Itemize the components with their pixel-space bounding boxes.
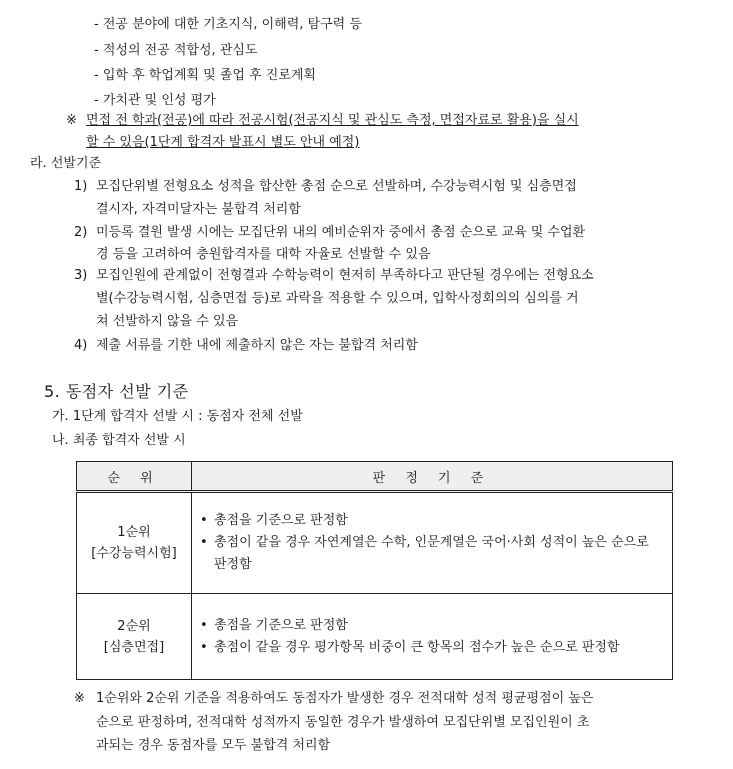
ra-item-1-num: 1): [74, 179, 88, 194]
rank-cell: [77, 492, 192, 594]
header-rank: 순 위: [77, 462, 192, 492]
ra-item-2-num: 2): [74, 225, 88, 240]
rank-label: 1순위: [117, 525, 151, 540]
top-item-4: - 가치관 및 인성 평가: [94, 93, 216, 108]
criteria-bullet: [200, 510, 672, 532]
table-row: [77, 594, 673, 680]
ra-item-3-num: 3): [74, 268, 88, 283]
note-line-1: 면접 전 학과(전공)에 따라 전공시험(전공지식 및 관심도 측정, 면접자료로 활용)을 실시: [86, 113, 579, 128]
criteria-cell: [192, 594, 673, 680]
table-row: [77, 492, 673, 594]
top-item-3: - 입학 후 학업계획 및 졸업 후 진로계획: [94, 68, 316, 83]
ra-item-3-line-1: 모집인원에 관계없이 전형결과 수학능력이 현저히 부족하다고 판단될 경우에는 전형요소: [96, 268, 594, 283]
criteria-text: 총점을 기준으로 판정함: [214, 617, 348, 633]
bullet-icon: •: [200, 513, 208, 528]
header-criteria: 판 정 기 준: [192, 462, 673, 492]
ra-item-1-line-2: 결시자, 자격미달자는 불합격 처리함: [96, 202, 301, 217]
section-5-na: 나. 최종 합격자 선발 시: [52, 433, 186, 448]
bullet-icon: •: [200, 535, 208, 550]
top-item-2: - 적성의 전공 적합성, 관심도: [94, 43, 258, 58]
footnote-mark: ※: [74, 691, 85, 706]
criteria-cell: [192, 492, 673, 594]
ra-item-1-line-1: 모집단위별 전형요소 성적을 합산한 총점 순으로 선발하며, 수강능력시험 및 심층면접: [96, 179, 577, 194]
ra-item-3-line-2: 별(수강능력시험, 심층면접 등)로 과락을 적용할 수 있으며, 입학사정회의의 심의를 거: [96, 291, 579, 306]
criteria-text: 총점이 같을 경우 평가항목 비중이 큰 항목의 점수가 높은 순으로 판정함: [214, 639, 620, 655]
criteria-bullet: [200, 532, 654, 576]
bullet-icon: •: [200, 639, 208, 655]
ra-item-2-line-1: 미등록 결원 발생 시에는 모집단위 내의 예비순위자 중에서 총점 순으로 교육 및 수업환: [96, 225, 586, 240]
ra-item-4-line-1: 제출 서류를 기한 내에 제출하지 않은 자는 불합격 처리함: [96, 338, 418, 353]
note-mark: ※: [66, 113, 77, 128]
table-header-row: [77, 462, 673, 492]
bullet-icon: •: [200, 617, 208, 633]
footnote-line-3: 과되는 경우 동점자를 모두 불합격 처리함: [96, 738, 331, 753]
rank-label: 2순위: [117, 618, 151, 634]
ra-item-3-line-3: 쳐 선발하지 않을 수 있음: [96, 314, 239, 329]
top-item-1: - 전공 분야에 대한 기초지식, 이해력, 탐구력 등: [94, 17, 362, 32]
rank-cell: [77, 594, 192, 680]
footnote-line-1: 1순위와 2순위 기준을 적용하여도 동점자가 발생한 경우 전적대학 성적 평균평점이 높은: [96, 691, 594, 706]
footnote-line-2: 순으로 판정하며, 전적대학 성적까지 동일한 경우가 발생하여 모집단위별 모집인원이 초: [96, 715, 590, 730]
note-line-2: 할 수 있음(1단계 합격자 발표시 별도 안내 예정): [86, 135, 360, 150]
rank-sub-label: [수강능력시험]: [91, 546, 177, 561]
ra-heading: 라. 선발기준: [30, 156, 102, 171]
ra-item-2-line-2: 경 등을 고려하여 충원합격자를 대학 자율로 선발할 수 있음: [96, 247, 431, 262]
criteria-text: 총점을 기준으로 판정함: [214, 513, 348, 528]
section-5-ga: 가. 1단계 합격자 선발 시 : 동점자 전체 선발: [52, 409, 303, 424]
tie-break-table: [76, 461, 673, 680]
criteria-bullet: [200, 615, 672, 637]
criteria-text: 총점이 같을 경우 자연계열은 수학, 인문계열은 국어·사회 성적이 높은 순으로 판정함: [214, 535, 649, 572]
ra-item-4-num: 4): [74, 338, 88, 353]
section-5-title: 5. 동점자 선발 기준: [44, 382, 189, 401]
criteria-bullet: [200, 637, 654, 659]
rank-sub-label: [심층면접]: [103, 639, 165, 655]
